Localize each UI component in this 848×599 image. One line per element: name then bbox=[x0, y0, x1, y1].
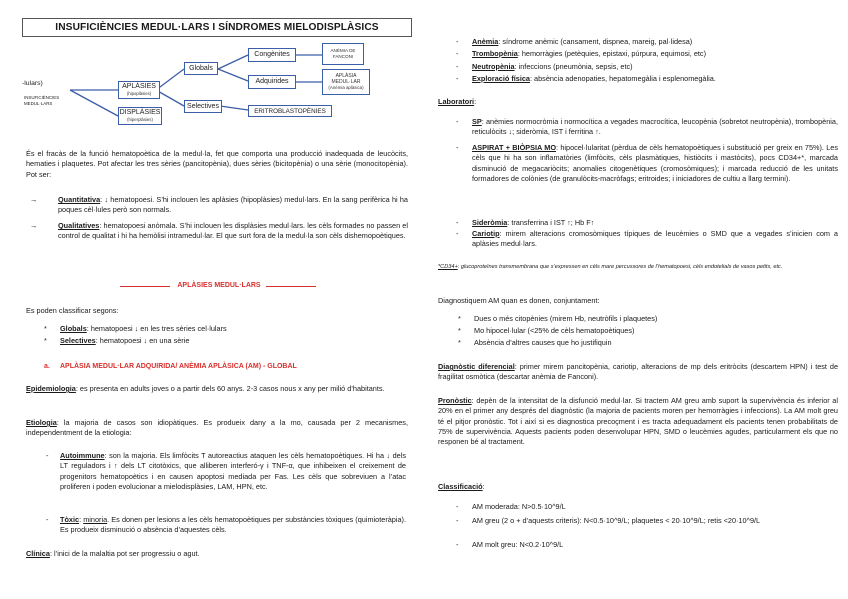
diagram-left-small-1: INSUFICIÈNCIES bbox=[24, 95, 60, 100]
qualitatives-text bbox=[58, 221, 408, 242]
diagram-selectives-box bbox=[184, 100, 222, 113]
section-rule-left bbox=[120, 286, 170, 287]
arrow-icon: → bbox=[30, 195, 38, 204]
classify-intro: Es poden classificar segons: bbox=[26, 306, 119, 315]
dash-icon: - bbox=[456, 229, 459, 238]
sideromia-text bbox=[472, 218, 838, 228]
etiology-body: : la majoria de casos son idiopàtiques. Es produeix dany a la mo, causada per 2 mecanismes, independentment de la etiologia: bbox=[26, 418, 408, 438]
bullet-icon: * bbox=[458, 314, 461, 323]
clinica-paragraph bbox=[26, 549, 408, 559]
differential-body: : primer mirem pancitopènia, cariotip, alteracions de mp dels eritròcits (descartem HPN) i test de fragilitat osmòtica (descartar anèmia de Fanconi). bbox=[438, 362, 839, 382]
clinical-item-text bbox=[472, 74, 838, 84]
aspirat-body: : hipocel·lularitat (pèrdua de cèls hematopoètiques i substitució per greix en 75%). Les cèls que hi ha son inflamatòries (limfòcits, cèls plasmàtiques, histiòcits i mastòcits), pocs CD34+*, marcada disminució de megacariòcits; anomalies citogenètiques (cromosòmiques); i marcada reducció de les unitats formadores de colònies (de granulòcits-macròfags; eritroides; i iniciadores de cultiu a llarg termini). bbox=[472, 143, 838, 183]
diagnosis-criterion-text: Mo hipocel·lular (<25% de cèls hematopoètiques) bbox=[474, 326, 635, 335]
clinical-item-body: : síndrome anèmic (cansament, dispnea, mareig, pal·lidesa) bbox=[498, 37, 693, 46]
diagram-congenites-box bbox=[248, 48, 296, 62]
diagram-fanconi-box bbox=[322, 43, 364, 65]
sideromia-label: Sideròmia bbox=[472, 218, 508, 227]
toxic-minoria: minoria bbox=[83, 515, 108, 524]
toxic-separator: : bbox=[79, 515, 84, 524]
qualitatives-label: Qualitatives bbox=[58, 221, 100, 230]
subsection-number: a. bbox=[44, 363, 50, 370]
clinical-item-label: Trombopènia bbox=[472, 49, 518, 58]
sideromia-body: : transferrina i IST ↑; Hb F↑ bbox=[507, 218, 595, 227]
clinical-item-text bbox=[472, 37, 838, 47]
prognosis-label: Pronòstic bbox=[438, 396, 472, 405]
sp-body: : anèmies normocròmia i normocítica a vegades macrocítica, leucopènia (sobretot neutropènia), trombopènia, reticulòcits ↓; sideròmia, IST i ferritina ↑. bbox=[472, 117, 838, 137]
sp-label: SP bbox=[472, 117, 482, 126]
clinica-body: : l’inici de la malaltia pot ser progressiu o agut. bbox=[49, 549, 200, 558]
classificacio-label: Classificació bbox=[438, 482, 483, 491]
classification-item-text: AM moderada: N>0.5·10^9/L bbox=[472, 502, 566, 511]
clinical-item-label: Exploració física bbox=[472, 74, 530, 83]
classificacio-colon: : bbox=[482, 482, 485, 491]
toxic-text bbox=[60, 515, 406, 536]
globals-text bbox=[60, 324, 227, 334]
etiology-paragraph bbox=[26, 418, 408, 439]
diagram-selectives-label: Selectives bbox=[187, 103, 219, 110]
subsection-title: APLÀSIA MEDUL·LAR ADQUIRIDA/ ANÈMIA APLÀSICA (AM) - GLOBAL bbox=[60, 363, 297, 370]
toxic-body: . Es donen per lesions a les cèls hematopoètiques per substàncies tòxiques (quimioteràpia). Es produeix disminució o absència d’aquestes cèls. bbox=[60, 515, 406, 535]
diagnosis-intro: Diagnostiquem AM quan es donen, conjuntament: bbox=[438, 296, 600, 305]
intro-paragraph: És el fracàs de la funció hematopoètica de la medul·la, fet que comporta una producció inadequada de leucòcits, hematies i plaquetes. Pot afectar les tres sèries (pancitopènia), dues sèries (bicitopènia) o una sèrie (monocitopènia). Pot ser: bbox=[26, 149, 408, 179]
diagram-aplasies-label: APLÀSIES bbox=[122, 83, 156, 90]
dash-icon: - bbox=[456, 540, 459, 549]
bullet-icon: * bbox=[44, 336, 47, 345]
section-rule-right bbox=[266, 286, 316, 287]
dash-icon: - bbox=[456, 218, 459, 227]
classification-diagram bbox=[22, 40, 412, 135]
classificacio-heading bbox=[438, 482, 485, 492]
clinica-label: Clínica bbox=[26, 549, 50, 558]
clinical-item-text bbox=[472, 62, 838, 72]
classification-item-text: AM molt greu: N<0.2·10^9/L bbox=[472, 540, 564, 549]
qualitatives-body: : hematopoesi anòmala. S’hi inclouen les displàsies medul·lars. les cèls formades no passen el control de qualitat i hi ha hemòlisi intramedul·lar. El que surt fora de la medul·la son cèls dishemopoètiques. bbox=[58, 221, 408, 241]
quantitativa-body: : ↓ hematopoesi. S’hi inclouen les aplàsies (hipoplàsies) medul·lars. En la sang perifèrica hi ha poques cèl·lules però son normals. bbox=[58, 195, 408, 215]
dash-icon: - bbox=[456, 516, 459, 525]
bullet-icon: * bbox=[458, 338, 461, 347]
diagram-left-small-2: MEDUL·LARS bbox=[24, 101, 53, 106]
laboratori-heading bbox=[438, 97, 476, 107]
diagram-adquirides-box bbox=[248, 75, 296, 89]
diagnosis-criterion-text: Dues o més citopènies (mirem Hb, neutròfils i plaquetes) bbox=[474, 314, 658, 323]
epidemiology-label: Epidemiologia bbox=[26, 384, 76, 393]
classification-item-text: AM greu (2 o + d’aquests criteris): N<0.5·10^9/L; plaquetes < 20·10^9/L; retis <20·10^9/L bbox=[472, 516, 761, 525]
toxic-label: Tòxic bbox=[60, 515, 80, 524]
diagram-aplasies-box bbox=[118, 81, 160, 99]
selectives-body: : hematopoesi ↓ en una sèrie bbox=[95, 336, 190, 345]
cariotip-text bbox=[472, 229, 838, 250]
diagram-globals-box bbox=[184, 62, 218, 75]
diagram-eritro-label: ERITROBLASTOPÈNIES bbox=[254, 108, 326, 115]
laboratori-label: Laboratori bbox=[438, 97, 475, 106]
arrow-icon: → bbox=[30, 221, 38, 230]
globals-body: : hematopoesi ↓ en les tres sèries cel·lulars bbox=[86, 324, 227, 333]
diagram-aplasia-medul-label: APLÀSIA MEDUL·LAR bbox=[331, 73, 361, 85]
autoimmune-label: Autoimmune bbox=[60, 451, 105, 460]
diagram-congenites-label: Congènites bbox=[254, 51, 290, 58]
cariotip-label: Cariotip bbox=[472, 229, 500, 238]
clinical-item-label: Anèmia bbox=[472, 37, 499, 46]
etiology-label: Etiologia bbox=[26, 418, 57, 427]
autoimmune-text bbox=[60, 451, 406, 492]
clinical-item-label: Neutropènia bbox=[472, 62, 515, 71]
diagram-globals-label: Globals bbox=[189, 65, 213, 72]
dash-icon: - bbox=[456, 502, 459, 511]
clinical-item-text bbox=[472, 49, 838, 59]
epidemiology-paragraph bbox=[26, 384, 408, 394]
epidemiology-body: : es presenta en adults joves o a partir dels 60 anys. 2-3 casos nous x any per milió d’habitants. bbox=[75, 384, 385, 393]
page-title: INSUFICIÈNCIES MEDUL·LARS I SÍNDROMES MIELODISPLÀSICS bbox=[22, 18, 412, 37]
prognosis-body: : depèn de la intensitat de la disfunció medul·lar. Si tractem AM greu amb suport la supervivència és inferior al 20% en el primer any després del diagnòstic (la majoria de pacients moren per hemorràgies i infeccions). La AM molt greu té el pitjor pronòstic. Tot i així si es diagnostica precoçment i es tracta adequadament els pacients tenen probabilitats de 75% de supervivència. Aquests pacients poden desenvolupar HPN, SMD o leucèmies agudes, particularment els que no responen bé al tractament. bbox=[438, 396, 838, 447]
aspirat-label: ASPIRAT + BIÒPSIA MO bbox=[472, 143, 557, 152]
cd34-label: *CD34+ bbox=[438, 264, 458, 270]
aspirat-text bbox=[472, 143, 838, 184]
globals-label: Globals bbox=[60, 324, 87, 333]
cd34-footnote bbox=[438, 264, 838, 271]
prognosis-paragraph bbox=[438, 396, 838, 447]
diagram-aplasia-medul-box bbox=[322, 69, 370, 95]
quantitativa-label: Quantitativa bbox=[58, 195, 101, 204]
dash-icon: - bbox=[456, 62, 459, 71]
dash-icon: - bbox=[46, 451, 49, 460]
dash-icon: - bbox=[46, 515, 49, 524]
dash-icon: - bbox=[456, 74, 459, 83]
diagram-displasies-box bbox=[118, 107, 162, 125]
cariotip-body: : mirem alteracions cromosòmiques típiques de leucèmies o SMD que a vegades s’inicien com a aplàsies medul·lars. bbox=[472, 229, 838, 249]
diagram-adquirides-label: Adquirides bbox=[255, 78, 289, 85]
diagnosis-criterion-text: Absència d’altres causes que ho justifiquin bbox=[474, 338, 612, 347]
clinical-item-body: : hemorràgies (petèquies, epistaxi, púrpura, equimosi, etc) bbox=[517, 49, 707, 58]
dash-icon: - bbox=[456, 49, 459, 58]
differential-label: Diagnòstic diferencial bbox=[438, 362, 515, 371]
dash-icon: - bbox=[456, 117, 459, 126]
section-heading: APLÀSIES MEDUL·LARS bbox=[177, 282, 261, 289]
dash-icon: - bbox=[456, 143, 459, 152]
quantitativa-text bbox=[58, 195, 408, 216]
diagram-left-label: -lulars) bbox=[22, 80, 43, 87]
clinical-item-body: : absència adenopaties, hepatomegàlia i esplenomegàlia. bbox=[530, 74, 716, 83]
selectives-label: Selectives bbox=[60, 336, 96, 345]
laboratori-colon: : bbox=[474, 97, 477, 106]
diagram-displasies-label: DISPLÀSIES bbox=[119, 109, 161, 116]
dash-icon: - bbox=[456, 37, 459, 46]
clinical-item-body: : infeccions (pneumònia, sepsis, etc) bbox=[514, 62, 633, 71]
autoimmune-body: : son la majoria. Els limfòcits T autoreactius ataquen les cèls hematopoètiques. Hi ha ↓ dels LT reguladors i ↑ dels LT citotòxics, que alliberen interferó-γ i TNF-α, que inhibeixen el creixement de progenitors hematopoètics i en causen apoptosi mediada per Fas. Les cèls que sobreviuen a l’atac proliferen i poden evolucionar a mielodisplàsies, LAM, HPN, etc. bbox=[60, 451, 406, 491]
bullet-icon: * bbox=[458, 326, 461, 335]
diagram-aplasia-medul-sub: (Anèmia aplàsica) bbox=[328, 85, 364, 90]
diagram-displasies-sub: (hiperplàsies) bbox=[127, 117, 153, 122]
diagram-fanconi-label: ANÈMIA DE FANCONI bbox=[330, 48, 356, 59]
bullet-icon: * bbox=[44, 324, 47, 333]
diagram-aplasies-sub: (hipoplàsies) bbox=[126, 91, 152, 96]
diagram-eritro-box bbox=[248, 105, 332, 117]
sp-text bbox=[472, 117, 838, 138]
cd34-body: : glucoproteïnes transmembrana que s’expressen en cèls mare percussores de l’hematopoesi, cèls endotelials de vasos petits, etc. bbox=[457, 264, 783, 270]
differential-paragraph bbox=[438, 362, 838, 383]
selectives-text bbox=[60, 336, 189, 346]
